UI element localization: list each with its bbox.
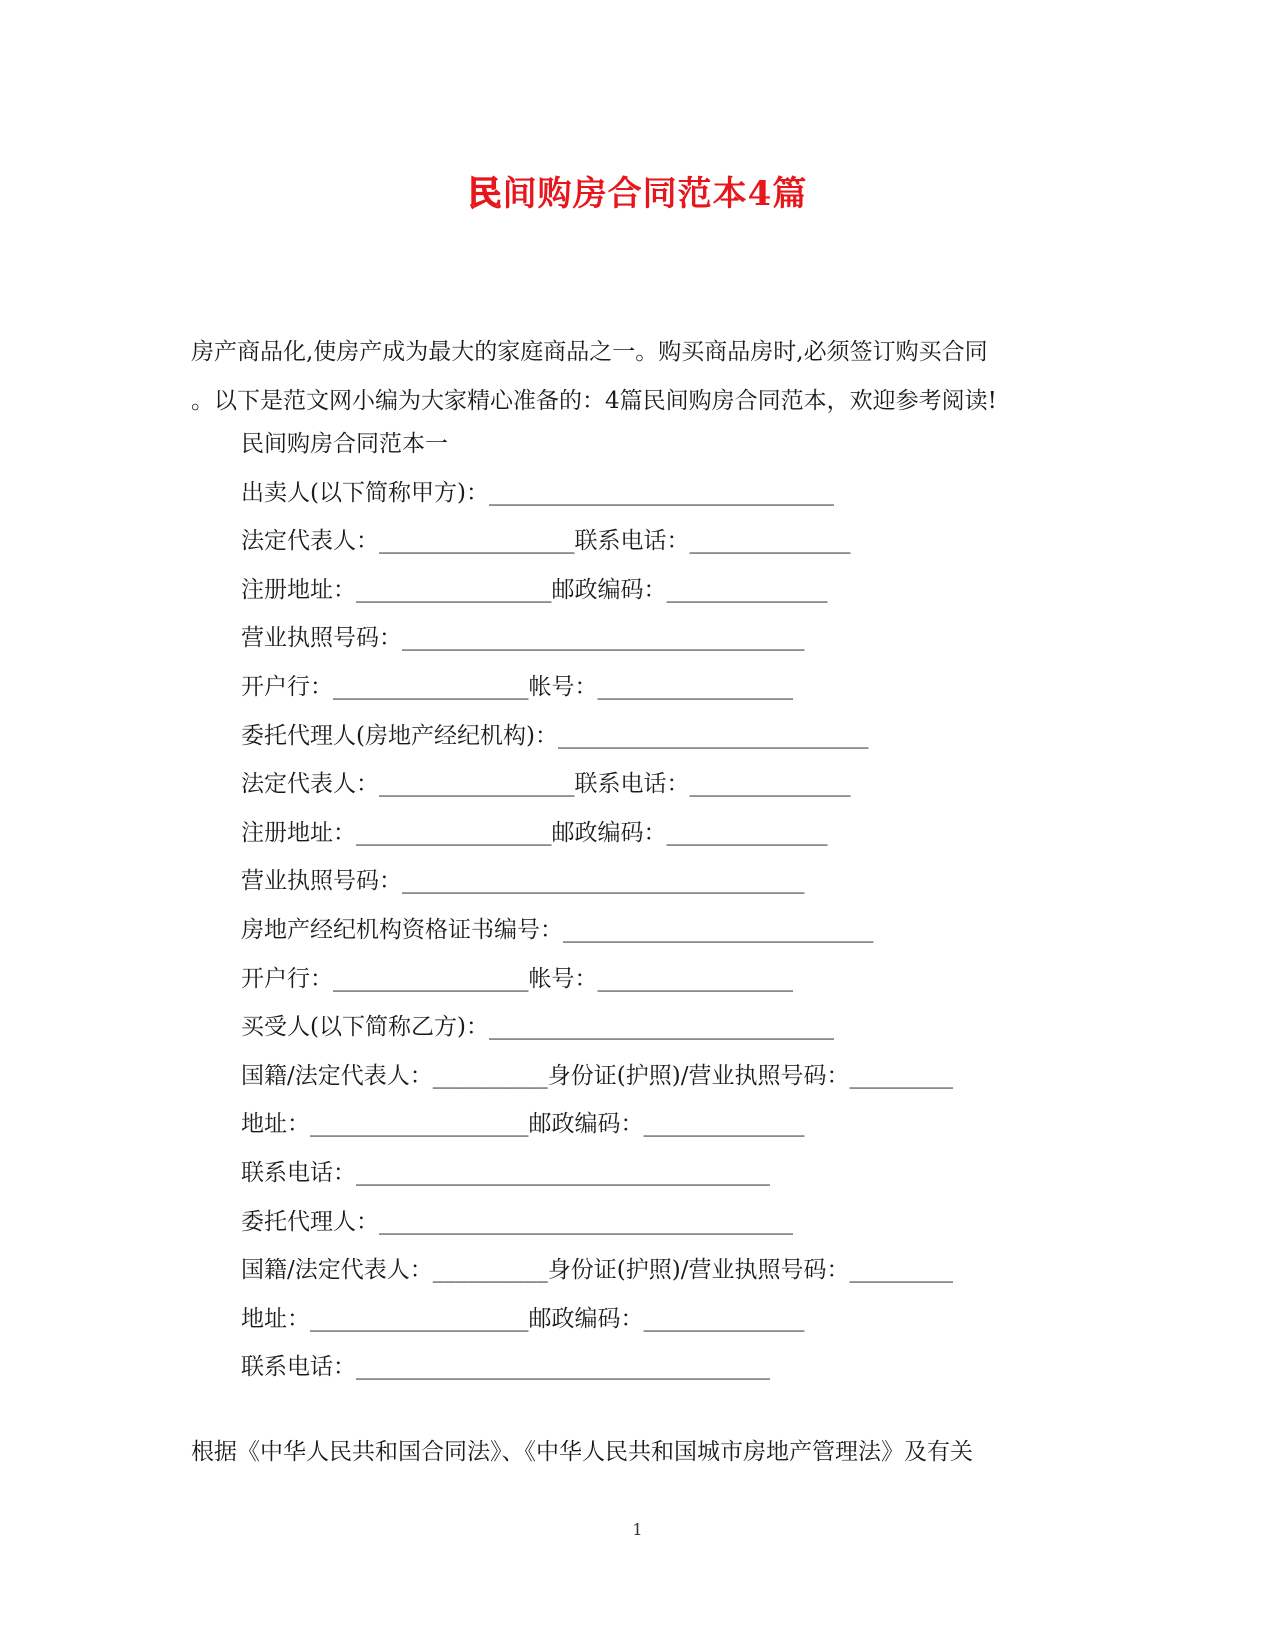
seller-license-field: 营业执照号码：___________________________________ xyxy=(241,625,805,652)
agent-license-field: 营业执照号码：___________________________________ xyxy=(241,868,805,895)
seller-legal-rep-field: 法定代表人：_________________联系电话：______________ xyxy=(241,528,851,555)
closing-paragraph: 根据《中华人民共和国合同法》、《中华人民共和国城市房地产管理法》及有关 xyxy=(191,1439,973,1465)
title-text: 间购房合同范本4篇 xyxy=(502,174,808,214)
buyer-nationality-field: 国籍/法定代表人：__________身份证(护照)/营业执照号码：_________ xyxy=(241,1062,953,1089)
contract-fields xyxy=(241,420,953,1392)
section-heading: 民间购房合同范本一 xyxy=(241,431,448,457)
agent-legal-rep-field: 法定代表人：_________________联系电话：______________ xyxy=(241,771,851,798)
buyer-agent-address-field: 地址：___________________邮政编码：______________ xyxy=(241,1305,805,1332)
intro-line: 房产商品化,使房产成为最大的家庭商品之一。购买商品房时,必须签订购买合同 xyxy=(191,339,988,365)
agent-certificate-field: 房地产经纪机构资格证书编号：___________________________ xyxy=(241,916,874,943)
seller-bank-field: 开户行：_________________帐号：_________________ xyxy=(241,673,793,700)
seller-address-field: 注册地址：_________________邮政编码：______________ xyxy=(241,576,828,603)
buyer-agent-phone-field: 联系电话：____________________________________ xyxy=(241,1354,770,1381)
page-number: 1 xyxy=(632,1520,643,1539)
agent-field: 委托代理人(房地产经纪机构)：___________________________ xyxy=(241,722,869,749)
seller-field: 出卖人(以下简称甲方)：______________________________ xyxy=(241,479,834,506)
agent-bank-field: 开户行：_________________帐号：_________________ xyxy=(241,965,793,992)
buyer-phone-field: 联系电话：____________________________________ xyxy=(241,1159,770,1186)
buyer-field: 买受人(以下简称乙方)：______________________________ xyxy=(241,1014,834,1041)
agent-address-field: 注册地址：_________________邮政编码：______________ xyxy=(241,819,828,846)
document-title xyxy=(0,166,1275,215)
intro-paragraph xyxy=(191,328,997,426)
intro-line: 。以下是范文网小编为大家精心准备的：4篇民间购房合同范本，欢迎参考阅读! xyxy=(191,388,997,414)
buyer-agent-field: 委托代理人：____________________________________ xyxy=(241,1208,793,1235)
buyer-agent-nationality-field: 国籍/法定代表人：__________身份证(护照)/营业执照号码：_________ xyxy=(241,1257,953,1284)
buyer-address-field: 地址：___________________邮政编码：______________ xyxy=(241,1111,805,1138)
title-first-char: 民 xyxy=(467,174,503,214)
